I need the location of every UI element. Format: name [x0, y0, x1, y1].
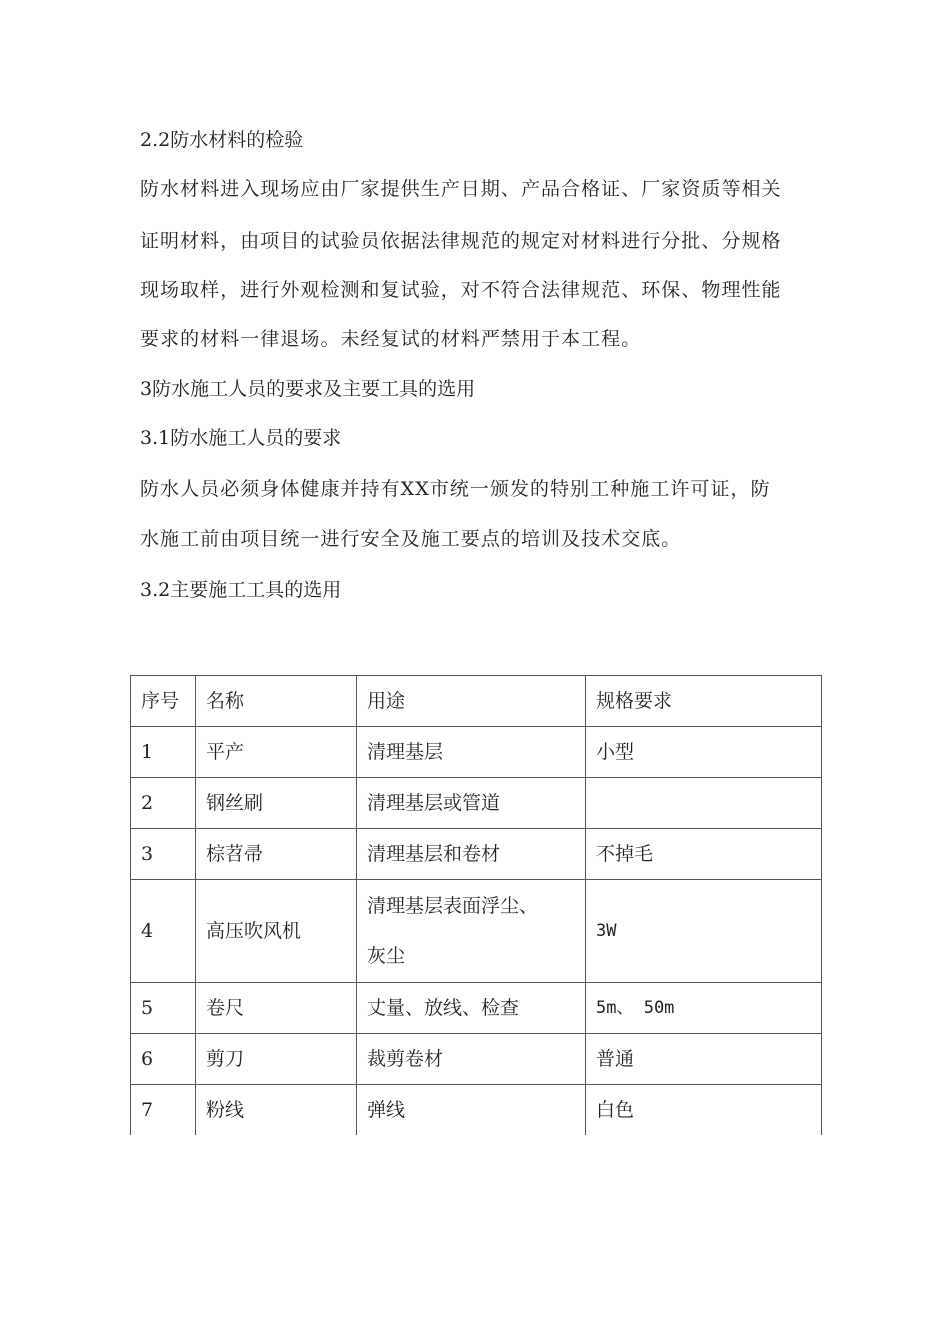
cell-no: 3: [131, 829, 196, 880]
table-row: [131, 983, 822, 1034]
cell-no: 4: [131, 880, 196, 983]
tools-table: [130, 675, 822, 1135]
cell-spec: 不掉毛: [586, 829, 822, 880]
header-cell-no: 序号: [131, 676, 196, 727]
cell-no: 7: [131, 1085, 196, 1136]
cell-name: 粉线: [196, 1085, 357, 1136]
table-row: [131, 1085, 822, 1136]
cell-name: 剪刀: [196, 1034, 357, 1085]
section-heading-3: 3防水施工人员的要求及主要工具的选用: [140, 378, 476, 400]
section-heading-3-2: 3.2主要施工工具的选用: [140, 579, 342, 601]
paragraph-line: 证明材料，由项目的试验员依据法律规范的规定对材料进行分批、分规格: [140, 230, 782, 252]
cell-spec: 小型: [586, 727, 822, 778]
cell-name: 钢丝刷: [196, 778, 357, 829]
cell-spec: 5m、 50m: [586, 983, 822, 1034]
cell-spec: 3W: [586, 880, 822, 983]
cell-use: 清理基层和卷材: [357, 829, 586, 880]
cell-spec: 白色: [586, 1085, 822, 1136]
paragraph-line: 防水人员必须身体健康并持有XX市统一颁发的特别工种施工许可证，防: [140, 478, 771, 500]
cell-spec: [586, 778, 822, 829]
paragraph-line: 现场取样，进行外观检测和复试验，对不符合法律规范、环保、物理性能: [140, 279, 782, 301]
section-heading-2-2: 2.2防水材料的检验: [140, 129, 304, 151]
cell-use: 清理基层或管道: [357, 778, 586, 829]
header-cell-spec: 规格要求: [586, 676, 822, 727]
cell-name: 平产: [196, 727, 357, 778]
cell-use: 清理基层: [357, 727, 586, 778]
paragraph-line: 要求的材料一律退场。未经复试的材料严禁用于本工程。: [140, 328, 642, 350]
table-row: [131, 727, 822, 778]
cell-use-line: 灰尘: [367, 945, 406, 967]
cell-no: 5: [131, 983, 196, 1034]
cell-use: 弹线: [357, 1085, 586, 1136]
cell-use: [357, 880, 586, 983]
cell-spec: 普通: [586, 1034, 822, 1085]
cell-no: 6: [131, 1034, 196, 1085]
table-row: [131, 778, 822, 829]
table-row: [131, 1034, 822, 1085]
cell-no: 1: [131, 727, 196, 778]
section-heading-3-1: 3.1防水施工人员的要求: [140, 427, 342, 449]
paragraph-line: 水施工前由项目统一进行安全及施工要点的培训及技术交底。: [140, 528, 682, 550]
cell-use-line: 清理基层表面浮尘、: [367, 895, 539, 917]
table-row: [131, 829, 822, 880]
cell-name: 棕苕帚: [196, 829, 357, 880]
cell-name: 卷尺: [196, 983, 357, 1034]
table-row: [131, 880, 822, 983]
header-cell-use: 用途: [357, 676, 586, 727]
table-header-row: [131, 676, 822, 727]
paragraph-line: 防水材料进入现场应由厂家提供生产日期、产品合格证、厂家资质等相关: [140, 178, 782, 200]
cell-no: 2: [131, 778, 196, 829]
cell-name: 高压吹风机: [196, 880, 357, 983]
cell-use: 裁剪卷材: [357, 1034, 586, 1085]
cell-use: 丈量、放线、检查: [357, 983, 586, 1034]
header-cell-name: 名称: [196, 676, 357, 727]
